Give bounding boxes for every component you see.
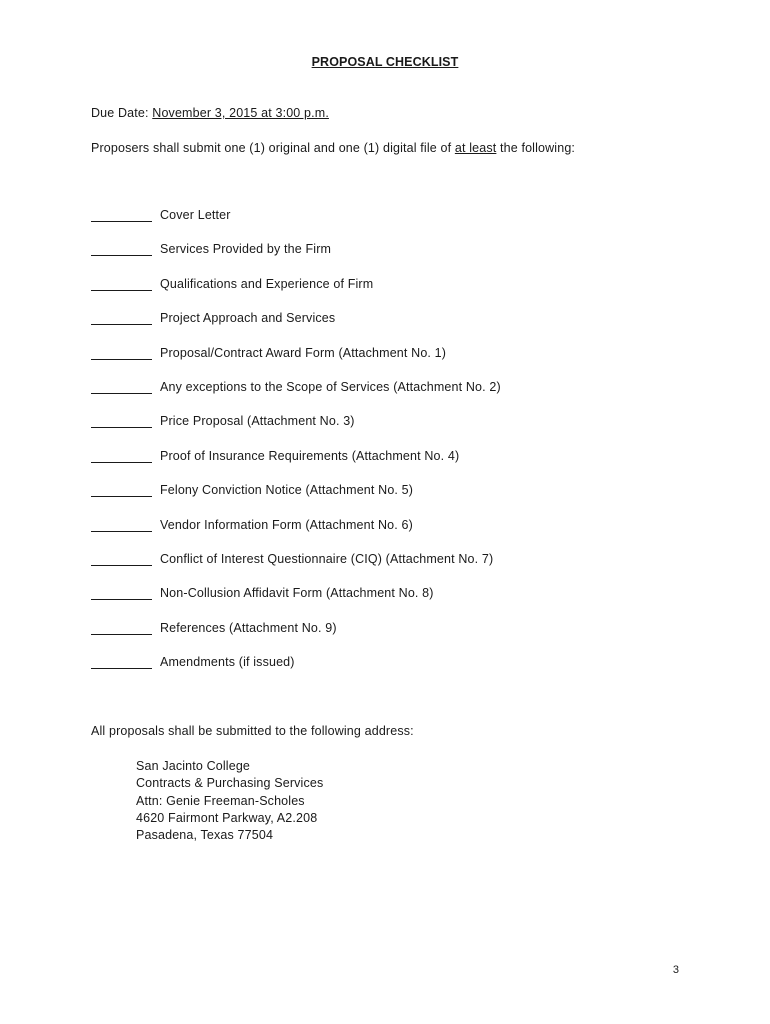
checklist-item (91, 518, 501, 552)
address-line: Contracts & Purchasing Services (136, 776, 324, 791)
checklist (91, 208, 501, 689)
due-date-value: November 3, 2015 at 3:00 p.m. (152, 106, 329, 120)
checklist-item-label: Felony Conviction Notice (Attachment No. 5) (160, 483, 414, 498)
checklist-item-label: Any exceptions to the Scope of Services (Attachment No. 2) (160, 379, 501, 394)
instructions-after: the following: (496, 141, 576, 155)
checklist-item (91, 483, 501, 517)
due-date-label: Due Date: (91, 106, 153, 120)
checkbox-blank[interactable] (91, 278, 152, 291)
checkbox-blank[interactable] (91, 381, 152, 394)
checklist-item-label: Proof of Insurance Requirements (Attachment No. 4) (160, 448, 460, 463)
checklist-item-label: Price Proposal (Attachment No. 3) (160, 414, 355, 429)
checklist-item (91, 346, 501, 380)
checkbox-blank[interactable] (91, 656, 152, 669)
checklist-item (91, 242, 501, 276)
page-title: PROPOSAL CHECKLIST (311, 55, 459, 69)
page-number: 3 (672, 964, 679, 976)
checklist-item-label: Proposal/Contract Award Form (Attachment No. 1) (160, 345, 447, 360)
checkbox-blank[interactable] (91, 450, 152, 463)
checklist-item-label: Conflict of Interest Questionnaire (CIQ) (Attachment No. 7) (160, 551, 494, 566)
checkbox-blank[interactable] (91, 587, 152, 600)
checklist-item (91, 311, 501, 345)
address-line: 4620 Fairmont Parkway, A2.208 (136, 810, 318, 825)
checklist-item (91, 655, 501, 689)
instructions-emphasis: at least (454, 141, 497, 155)
checklist-item-label: Amendments (if issued) (160, 655, 295, 670)
address-line: San Jacinto College (136, 759, 251, 773)
address-line: Attn: Genie Freeman-Scholes (136, 793, 305, 808)
checklist-item-label: Services Provided by the Firm (160, 242, 332, 257)
instructions (91, 141, 575, 155)
submission-note: All proposals shall be submitted to the following address: (91, 724, 414, 738)
address-line: Pasadena, Texas 77504 (136, 828, 274, 843)
checklist-item (91, 586, 501, 620)
due-date (91, 106, 329, 120)
checklist-item (91, 621, 501, 655)
checklist-item-label: Non-Collusion Affidavit Form (Attachment No. 8) (160, 586, 434, 601)
instructions-before: Proposers shall submit one (1) original and one (1) digital file of (91, 141, 455, 155)
checklist-item (91, 414, 501, 448)
checklist-item (91, 208, 501, 242)
checkbox-blank[interactable] (91, 209, 152, 222)
checklist-item-label: Vendor Information Form (Attachment No. 6) (160, 517, 413, 532)
checkbox-blank[interactable] (91, 312, 152, 325)
checkbox-blank[interactable] (91, 553, 152, 566)
checklist-item-label: Qualifications and Experience of Firm (160, 276, 374, 291)
checkbox-blank[interactable] (91, 243, 152, 256)
mailing-address (136, 758, 323, 844)
checkbox-blank[interactable] (91, 622, 152, 635)
checklist-item (91, 552, 501, 586)
checkbox-blank[interactable] (91, 347, 152, 360)
checklist-item-label: Project Approach and Services (160, 311, 336, 326)
checklist-item-label: Cover Letter (160, 208, 231, 222)
checkbox-blank[interactable] (91, 519, 152, 532)
checkbox-blank[interactable] (91, 484, 152, 497)
checklist-item (91, 380, 501, 414)
checklist-item (91, 277, 501, 311)
checklist-item (91, 449, 501, 483)
checklist-item-label: References (Attachment No. 9) (160, 620, 337, 635)
checkbox-blank[interactable] (91, 415, 152, 428)
